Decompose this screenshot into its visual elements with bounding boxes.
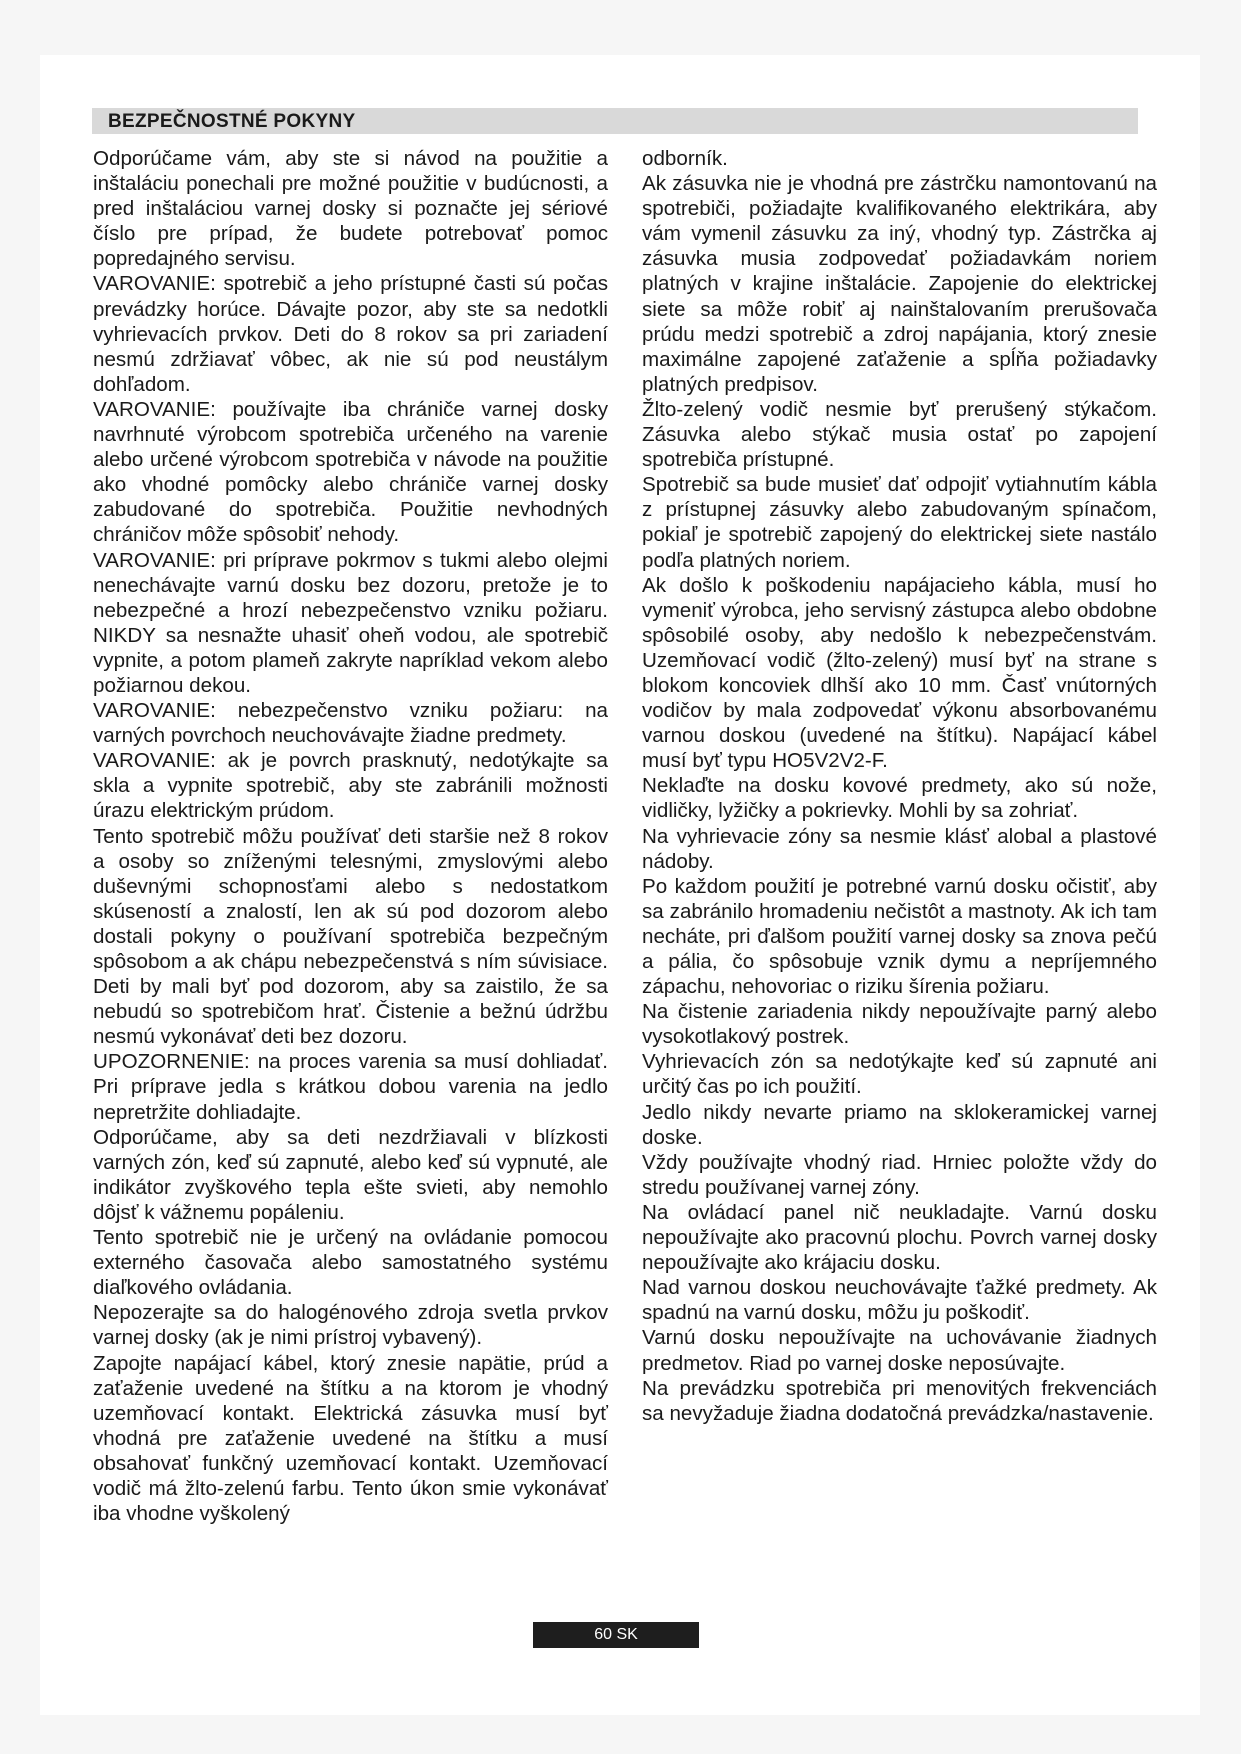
paragraph: Na ovládací panel nič neukladajte. Varnú dosku nepoužívajte ako pracovnú plochu. Povrch varnej dosky nepoužívajte ako krájaciu dosku. [642, 1200, 1157, 1275]
paragraph: Neklaďte na dosku kovové predmety, ako sú nože, vidličky, lyžičky a pokrievky. Mohli by sa zohriať. [642, 774, 1157, 823]
paragraph: VAROVANIE: používajte iba chrániče varnej dosky navrhnuté výrobcom spotrebiča určeného na varenie alebo určené výrobcom spotrebiča v návode na použitie ako vhodné pomôcky alebo chrániče varnej dosky zabudované do spotrebiča. Použitie nevhodných chráničov môže spôsobiť nehody. [93, 397, 608, 547]
paragraph: Žlto-zelený vodič nesmie byť prerušený stýkačom. Zásuvka alebo stýkač musia ostať po zapojení spotrebiča prístupné. [642, 397, 1157, 472]
paragraph: Nad varnou doskou neuchovávajte ťažké predmety. Ak spadnú na varnú dosku, môžu ju poškodiť. [642, 1276, 1157, 1325]
paragraph: Zapojte napájací kábel, ktorý znesie napätie, prúd a zaťaženie uvedené na štítku a na ktorom je vhodný uzemňovací kontakt. Elektrická zásuvka musí byť vhodná pre zaťaženie uvedené na štítku a musí obsahovať funkčný uzemňovací kontakt. Uzemňovací vodič má žlto-zelenú farbu. Tento úkon smie vykonávať iba vhodne vyškolený [93, 1351, 608, 1526]
page-number-label: 60 SK [533, 1622, 699, 1648]
left-text-column [93, 146, 608, 1526]
paragraph: Varnú dosku nepoužívajte na uchovávanie žiadnych predmetov. Riad po varnej doske neposúvajte. [642, 1326, 1157, 1375]
paragraph: Ak došlo k poškodeniu napájacieho kábla, musí ho vymeniť výrobca, jeho servisný zástupca alebo obdobne spôsobilé osoby, aby nedošlo k nebezpečenstvám. Uzemňovací vodič (žlto-zelený) musí byť na strane s blokom koncoviek dlhší ako 10 mm. Časť vnútorných vodičov by mala zodpovedať výkonu absorbovanému varnou doskou (uvedené na štítku). Napájací kábel musí byť typu HO5V2V2-F. [642, 573, 1157, 773]
paragraph: Odporúčame vám, aby ste si návod na použitie a inštaláciu ponechali pre možné použitie v budúcnosti, a pred inštaláciou varnej dosky si poznačte jej sériové číslo pre prípad, že budete potrebovať pomoc popredajného servisu. [93, 147, 608, 271]
right-text-column [642, 146, 1157, 1426]
paragraph: Vyhrievacích zón sa nedotýkajte keď sú zapnuté ani určitý čas po ich použití. [642, 1050, 1157, 1099]
paragraph: Ak zásuvka nie je vhodná pre zástrčku namontovanú na spotrebiči, požiadajte kvalifikovaného elektrikára, aby vám vymenil zásuvku za iný, vhodný typ. Zástrčka aj zásuvka musia zodpovedať požiadavkám noriem platných v krajine inštalácie. Zapojenie do elektrickej siete sa môže robiť aj nainštalovaním prerušovača prúdu medzi spotrebič a zdroj napájania, ktorý znesie maximálne zapojené zaťaženie a spĺňa požiadavky platných predpisov. [642, 172, 1157, 396]
paragraph: UPOZORNENIE: na proces varenia sa musí dohliadať. Pri príprave jedla s krátkou dobou varenia na jedlo nepretržite dohliadajte. [93, 1050, 608, 1124]
paragraph: odborník. [642, 147, 728, 170]
paragraph: VAROVANIE: spotrebič a jeho prístupné časti sú počas prevádzky horúce. Dávajte pozor, aby ste sa nedotkli vyhrievacích prvkov. Deti do 8 rokov sa pri zariadení nesmú zdržiavať vôbec, ak nie sú pod neustálym dohľadom. [93, 272, 608, 396]
paragraph: Tento spotrebič nie je určený na ovládanie pomocou externého časovača alebo samostatného systému diaľkového ovládania. [93, 1226, 608, 1300]
paragraph: Na prevádzku spotrebiča pri menovitých frekvenciách sa nevyžaduje žiadna dodatočná prevádzka/nastavenie. [642, 1376, 1157, 1425]
paragraph: VAROVANIE: nebezpečenstvo vzniku požiaru: na varných povrchoch neuchovávajte žiadne predmety. [93, 699, 608, 748]
paragraph: VAROVANIE: ak je povrch prasknutý, nedotýkajte sa skla a vypnite spotrebič, aby ste zabránili možnosti úrazu elektrickým prúdom. [93, 749, 608, 823]
paragraph: Na čistenie zariadenia nikdy nepoužívajte parný alebo vysokotlakový postrek. [642, 1000, 1157, 1049]
paragraph: Vždy používajte vhodný riad. Hrniec položte vždy do stredu používanej varnej zóny. [642, 1150, 1157, 1199]
section-header-bar [92, 108, 1138, 134]
paragraph: VAROVANIE: pri príprave pokrmov s tukmi alebo olejmi nenechávajte varnú dosku bez dozoru, pretože je to nebezpečné a hrozí nebezpečenstvo vzniku požiaru. NIKDY sa nesnažte uhasiť oheň vodou, ale spotrebič vypnite, a potom plameň zakryte napríklad vekom alebo požiarnou dekou. [93, 548, 608, 697]
paragraph: Jedlo nikdy nevarte priamo na sklokeramickej varnej doske. [642, 1100, 1157, 1149]
paragraph: Po každom použití je potrebné varnú dosku očistiť, aby sa zabránilo hromadeniu nečistôt a mastnoty. Ak ich tam necháte, pri ďalšom použití varnej dosky sa znova pečú a pália, čo spôsobuje vznik dymu a nepríjemného zápachu, nehovoriac o riziku šírenia požiaru. [642, 874, 1157, 999]
paragraph: Na vyhrievacie zóny sa nesmie klásť alobal a plastové nádoby. [642, 824, 1157, 873]
paragraph: Spotrebič sa bude musieť dať odpojiť vytiahnutím kábla z prístupnej zásuvky alebo zabudovaným spínačom, pokiaľ je spotrebič zapojený do elektrickej siete nastálo podľa platných noriem. [642, 473, 1157, 572]
section-title: BEZPEČNOSTNÉ POKYNY [108, 111, 356, 132]
paragraph: Tento spotrebič môžu používať deti staršie než 8 rokov a osoby so zníženými telesnými, zmyslovými alebo duševnými schopnosťami alebo s nedostatkom skúseností a znalostí, len ak sú pod dozorom alebo dostali pokyny o používaní spotrebiča bezpečným spôsobom a ak chápu nebezpečenstvá s ním súvisiace. Deti by mali byť pod dozorom, aby sa zaistilo, že sa nebudú so spotrebičom hrať. Čistenie a bežnú údržbu nesmú vykonávať deti bez dozoru. [93, 824, 608, 1049]
paragraph: Odporúčame, aby sa deti nezdržiavali v blízkosti varných zón, keď sú zapnuté, alebo keď sú vypnuté, ale indikátor zvyškového tepla ešte svieti, aby nemohlo dôjsť k vážnemu popáleniu. [93, 1125, 608, 1224]
paragraph: Nepozerajte sa do halogénového zdroja svetla prvkov varnej dosky (ak je nimi prístroj vybavený). [93, 1301, 608, 1350]
